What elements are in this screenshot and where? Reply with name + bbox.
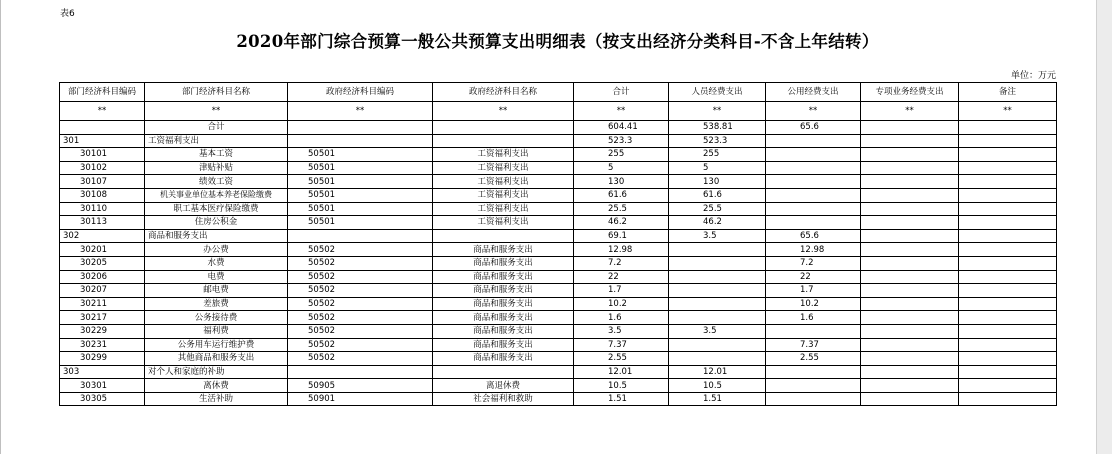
gov-name-cell: 商品和服务支出 — [433, 284, 574, 298]
code-cell — [60, 121, 145, 135]
marker-cell: ** — [959, 102, 1057, 121]
total-cell: 22 — [574, 270, 669, 284]
code-cell: 30102 — [60, 161, 145, 175]
total-cell: 61.6 — [574, 188, 669, 202]
special-cell — [861, 379, 959, 393]
gov-name-cell: 商品和服务支出 — [433, 352, 574, 366]
special-cell — [861, 365, 959, 379]
personnel-cell: 523.3 — [669, 134, 766, 148]
note-cell — [959, 338, 1057, 352]
table-row — [60, 202, 1057, 216]
gov-code-cell: 50502 — [288, 311, 433, 325]
page-title: 2020年部门综合预算一般公共预算支出明细表（按支出经济分类科目-不含上年结转） — [236, 32, 879, 51]
public-cell — [766, 324, 861, 338]
table-row — [60, 311, 1057, 325]
note-cell — [959, 297, 1057, 311]
note-cell — [959, 324, 1057, 338]
gov-name-cell: 商品和服务支出 — [433, 311, 574, 325]
total-cell: 255 — [574, 148, 669, 162]
personnel-cell: 10.5 — [669, 379, 766, 393]
personnel-cell — [669, 338, 766, 352]
personnel-cell: 255 — [669, 148, 766, 162]
special-cell — [861, 392, 959, 406]
special-cell — [861, 148, 959, 162]
code-cell: 302 — [60, 229, 145, 243]
personnel-cell — [669, 256, 766, 270]
special-cell — [861, 188, 959, 202]
table-row — [60, 297, 1057, 311]
gov-code-cell: 50901 — [288, 392, 433, 406]
total-cell: 12.98 — [574, 243, 669, 257]
code-cell: 301 — [60, 134, 145, 148]
note-cell — [959, 161, 1057, 175]
public-cell: 2.55 — [766, 352, 861, 366]
special-cell — [861, 311, 959, 325]
gov-code-cell: 50501 — [288, 175, 433, 189]
total-cell: 46.2 — [574, 216, 669, 230]
personnel-cell: 3.5 — [669, 324, 766, 338]
gov-name-cell — [433, 121, 574, 135]
column-header: 部门经济科目名称 — [145, 83, 288, 102]
gov-code-cell: 50501 — [288, 202, 433, 216]
total-cell: 130 — [574, 175, 669, 189]
special-cell — [861, 121, 959, 135]
note-cell — [959, 188, 1057, 202]
total-cell: 2.55 — [574, 352, 669, 366]
public-cell — [766, 134, 861, 148]
public-cell — [766, 379, 861, 393]
personnel-cell — [669, 270, 766, 284]
gov-code-cell — [288, 121, 433, 135]
column-header: 人员经费支出 — [669, 83, 766, 102]
table-row — [60, 338, 1057, 352]
special-cell — [861, 338, 959, 352]
code-cell: 30108 — [60, 188, 145, 202]
special-cell — [861, 216, 959, 230]
total-cell: 7.2 — [574, 256, 669, 270]
table-header-row — [60, 83, 1057, 102]
special-cell — [861, 161, 959, 175]
table-row — [60, 270, 1057, 284]
gov-name-cell: 商品和服务支出 — [433, 338, 574, 352]
gov-code-cell: 50502 — [288, 352, 433, 366]
total-cell: 5 — [574, 161, 669, 175]
table-row — [60, 121, 1057, 135]
code-cell: 30101 — [60, 148, 145, 162]
total-cell: 69.1 — [574, 229, 669, 243]
note-cell — [959, 284, 1057, 298]
gov-code-cell: 50502 — [288, 284, 433, 298]
gov-code-cell — [288, 229, 433, 243]
gov-name-cell: 商品和服务支出 — [433, 243, 574, 257]
special-cell — [861, 270, 959, 284]
total-cell: 10.5 — [574, 379, 669, 393]
table-row — [60, 161, 1057, 175]
special-cell — [861, 352, 959, 366]
gov-code-cell: 50501 — [288, 188, 433, 202]
note-cell — [959, 256, 1057, 270]
marker-cell: ** — [288, 102, 433, 121]
marker-cell: ** — [766, 102, 861, 121]
table-row — [60, 284, 1057, 298]
column-header: 合计 — [574, 83, 669, 102]
name-cell: 差旅费 — [145, 297, 288, 311]
public-cell — [766, 148, 861, 162]
total-cell: 7.37 — [574, 338, 669, 352]
gov-name-cell: 离退休费 — [433, 379, 574, 393]
note-cell — [959, 216, 1057, 230]
name-cell: 公务用车运行维护费 — [145, 338, 288, 352]
table-row — [60, 352, 1057, 366]
gov-name-cell: 工资福利支出 — [433, 202, 574, 216]
name-cell: 工资福利支出 — [145, 134, 288, 148]
table-row — [60, 188, 1057, 202]
gov-name-cell: 商品和服务支出 — [433, 256, 574, 270]
personnel-cell — [669, 243, 766, 257]
gov-name-cell: 工资福利支出 — [433, 148, 574, 162]
name-cell: 离休费 — [145, 379, 288, 393]
table-row — [60, 148, 1057, 162]
name-cell: 津贴补贴 — [145, 161, 288, 175]
code-cell: 30229 — [60, 324, 145, 338]
personnel-cell: 538.81 — [669, 121, 766, 135]
gov-code-cell: 50501 — [288, 148, 433, 162]
column-header: 政府经济科目名称 — [433, 83, 574, 102]
personnel-cell: 3.5 — [669, 229, 766, 243]
name-cell: 其他商品和服务支出 — [145, 352, 288, 366]
unit-label: 单位：万元 — [1010, 71, 1056, 81]
gov-code-cell: 50501 — [288, 216, 433, 230]
gov-name-cell — [433, 134, 574, 148]
name-cell: 福利费 — [145, 324, 288, 338]
public-cell: 65.6 — [766, 121, 861, 135]
note-cell — [959, 392, 1057, 406]
name-cell: 生活补助 — [145, 392, 288, 406]
gov-name-cell: 商品和服务支出 — [433, 270, 574, 284]
note-cell — [959, 379, 1057, 393]
total-cell: 604.41 — [574, 121, 669, 135]
name-cell: 合计 — [145, 121, 288, 135]
marker-cell: ** — [574, 102, 669, 121]
gov-name-cell — [433, 229, 574, 243]
table-row — [60, 216, 1057, 230]
table-row — [60, 256, 1057, 270]
personnel-cell: 1.51 — [669, 392, 766, 406]
note-cell — [959, 134, 1057, 148]
total-cell: 1.51 — [574, 392, 669, 406]
public-cell: 7.37 — [766, 338, 861, 352]
special-cell — [861, 202, 959, 216]
marker-cell: ** — [433, 102, 574, 121]
table-row — [60, 392, 1057, 406]
gov-name-cell: 社会福利和救助 — [433, 392, 574, 406]
table-body — [60, 121, 1057, 406]
marker-cell: ** — [145, 102, 288, 121]
public-cell — [766, 175, 861, 189]
name-cell: 住房公积金 — [145, 216, 288, 230]
name-cell: 职工基本医疗保险缴费 — [145, 202, 288, 216]
gov-code-cell — [288, 134, 433, 148]
gov-name-cell: 工资福利支出 — [433, 216, 574, 230]
personnel-cell: 12.01 — [669, 365, 766, 379]
note-cell — [959, 311, 1057, 325]
budget-table — [59, 82, 1057, 406]
total-cell: 25.5 — [574, 202, 669, 216]
code-cell: 30231 — [60, 338, 145, 352]
code-cell: 30107 — [60, 175, 145, 189]
name-cell: 邮电费 — [145, 284, 288, 298]
gov-name-cell: 工资福利支出 — [433, 175, 574, 189]
note-cell — [959, 175, 1057, 189]
gov-code-cell: 50502 — [288, 256, 433, 270]
public-cell: 1.6 — [766, 311, 861, 325]
note-cell — [959, 352, 1057, 366]
code-cell: 30110 — [60, 202, 145, 216]
code-cell: 30301 — [60, 379, 145, 393]
column-header: 部门经济科目编码 — [60, 83, 145, 102]
public-cell: 7.2 — [766, 256, 861, 270]
gov-code-cell: 50502 — [288, 324, 433, 338]
public-cell — [766, 188, 861, 202]
name-cell: 机关事业单位基本养老保险缴费 — [145, 188, 288, 202]
gov-name-cell — [433, 365, 574, 379]
note-cell — [959, 202, 1057, 216]
public-cell — [766, 161, 861, 175]
note-cell — [959, 121, 1057, 135]
marker-row — [60, 102, 1057, 121]
total-cell: 10.2 — [574, 297, 669, 311]
note-cell — [959, 243, 1057, 257]
public-cell: 22 — [766, 270, 861, 284]
personnel-cell: 25.5 — [669, 202, 766, 216]
note-cell — [959, 229, 1057, 243]
special-cell — [861, 175, 959, 189]
personnel-cell — [669, 297, 766, 311]
special-cell — [861, 324, 959, 338]
personnel-cell: 61.6 — [669, 188, 766, 202]
gov-code-cell: 50502 — [288, 297, 433, 311]
public-cell: 10.2 — [766, 297, 861, 311]
code-cell: 30201 — [60, 243, 145, 257]
special-cell — [861, 243, 959, 257]
table-row — [60, 243, 1057, 257]
scrollbar-track[interactable] — [1096, 0, 1112, 454]
note-cell — [959, 148, 1057, 162]
gov-name-cell: 工资福利支出 — [433, 188, 574, 202]
total-cell: 3.5 — [574, 324, 669, 338]
personnel-cell — [669, 284, 766, 298]
personnel-cell: 130 — [669, 175, 766, 189]
name-cell: 绩效工资 — [145, 175, 288, 189]
personnel-cell — [669, 352, 766, 366]
gov-code-cell — [288, 365, 433, 379]
table-row — [60, 229, 1057, 243]
gov-code-cell: 50502 — [288, 270, 433, 284]
total-cell: 523.3 — [574, 134, 669, 148]
gov-code-cell: 50905 — [288, 379, 433, 393]
sheet-label: 表6 — [60, 9, 75, 19]
code-cell: 30211 — [60, 297, 145, 311]
gov-name-cell: 商品和服务支出 — [433, 297, 574, 311]
name-cell: 对个人和家庭的补助 — [145, 365, 288, 379]
table-row — [60, 379, 1057, 393]
public-cell: 12.98 — [766, 243, 861, 257]
column-header: 公用经费支出 — [766, 83, 861, 102]
special-cell — [861, 297, 959, 311]
special-cell — [861, 134, 959, 148]
code-cell: 30217 — [60, 311, 145, 325]
name-cell: 公务接待费 — [145, 311, 288, 325]
personnel-cell — [669, 311, 766, 325]
total-cell: 1.7 — [574, 284, 669, 298]
special-cell — [861, 284, 959, 298]
window-left-edge — [0, 0, 1, 454]
public-cell: 65.6 — [766, 229, 861, 243]
marker-cell: ** — [60, 102, 145, 121]
code-cell: 30205 — [60, 256, 145, 270]
name-cell: 水费 — [145, 256, 288, 270]
code-cell: 30305 — [60, 392, 145, 406]
personnel-cell: 5 — [669, 161, 766, 175]
table-row — [60, 324, 1057, 338]
special-cell — [861, 256, 959, 270]
code-cell: 303 — [60, 365, 145, 379]
total-cell: 12.01 — [574, 365, 669, 379]
marker-cell: ** — [861, 102, 959, 121]
column-header: 专项业务经费支出 — [861, 83, 959, 102]
table-row — [60, 365, 1057, 379]
name-cell: 基本工资 — [145, 148, 288, 162]
name-cell: 电费 — [145, 270, 288, 284]
code-cell: 30299 — [60, 352, 145, 366]
table-row — [60, 175, 1057, 189]
public-cell — [766, 392, 861, 406]
note-cell — [959, 365, 1057, 379]
personnel-cell: 46.2 — [669, 216, 766, 230]
public-cell — [766, 202, 861, 216]
special-cell — [861, 229, 959, 243]
public-cell: 1.7 — [766, 284, 861, 298]
marker-cell: ** — [669, 102, 766, 121]
name-cell: 办公费 — [145, 243, 288, 257]
table-row — [60, 134, 1057, 148]
gov-name-cell: 商品和服务支出 — [433, 324, 574, 338]
code-cell: 30207 — [60, 284, 145, 298]
gov-name-cell: 工资福利支出 — [433, 161, 574, 175]
total-cell: 1.6 — [574, 311, 669, 325]
gov-code-cell: 50502 — [288, 243, 433, 257]
gov-code-cell: 50502 — [288, 338, 433, 352]
code-cell: 30206 — [60, 270, 145, 284]
gov-code-cell: 50501 — [288, 161, 433, 175]
column-header: 政府经济科目编码 — [288, 83, 433, 102]
code-cell: 30113 — [60, 216, 145, 230]
public-cell — [766, 216, 861, 230]
column-header: 备注 — [959, 83, 1057, 102]
public-cell — [766, 365, 861, 379]
name-cell: 商品和服务支出 — [145, 229, 288, 243]
note-cell — [959, 270, 1057, 284]
